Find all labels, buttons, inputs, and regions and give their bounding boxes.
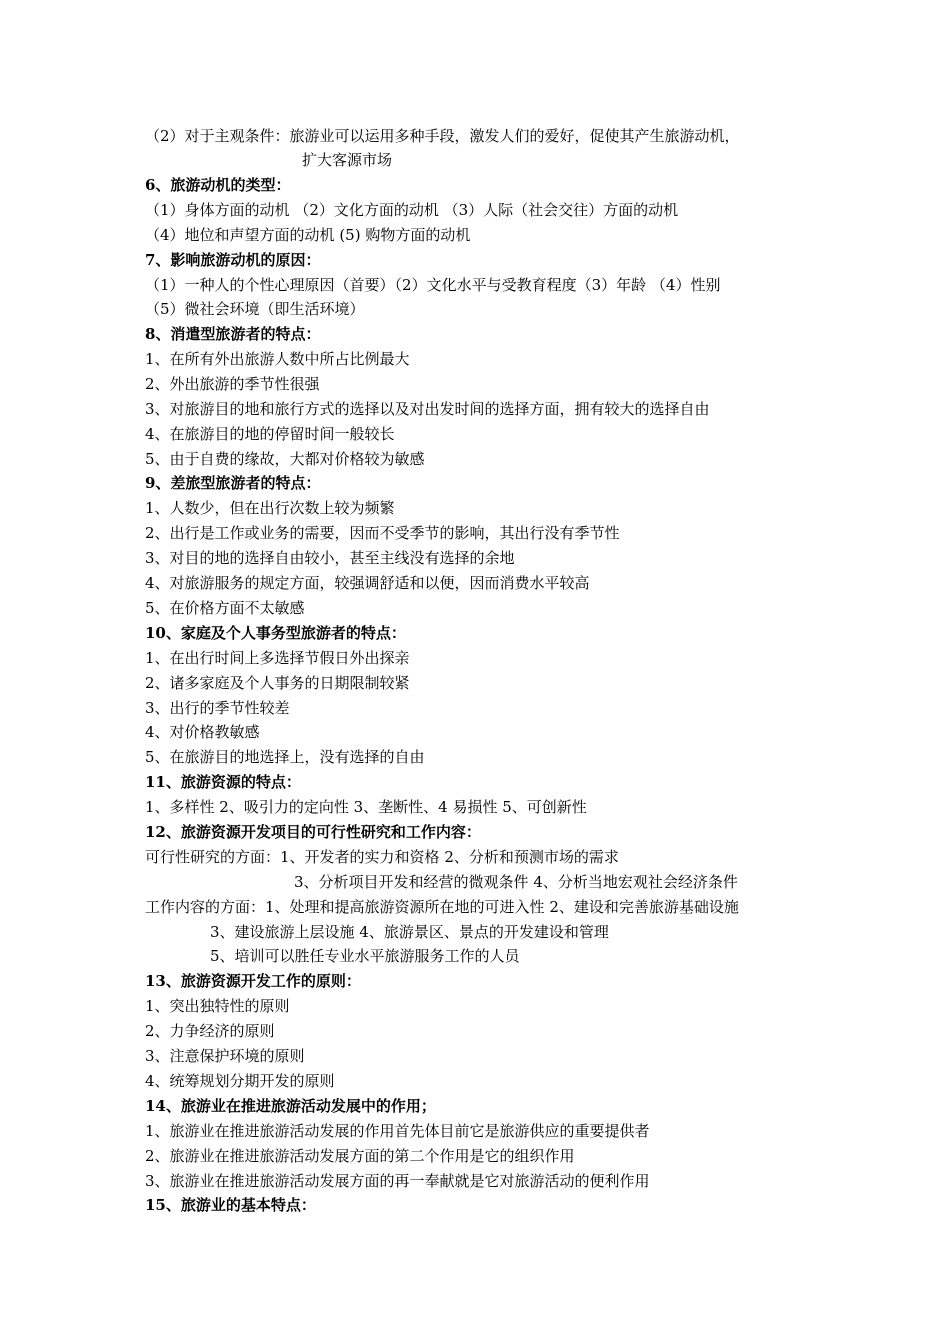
- list-item: 4、对旅游服务的规定方面，较强调舒适和以便，因而消费水平较高: [145, 574, 590, 592]
- list-item: 2、旅游业在推进旅游活动发展方面的第二个作用是它的组织作用: [145, 1147, 575, 1165]
- list-item: 1、在出行时间上多选择节假日外出探亲: [145, 649, 410, 667]
- list-item: 3、旅游业在推进旅游活动发展方面的再一奉献就是它对旅游活动的便利作用: [145, 1172, 650, 1190]
- section-heading: 14、旅游业在推进旅游活动发展中的作用；: [145, 1097, 436, 1115]
- list-item: 1、在所有外出旅游人数中所占比例最大: [145, 350, 410, 368]
- list-item: 1、人数少，但在出行次数上较为频繁: [145, 499, 395, 517]
- list-item: 3、对目的地的选择自由较小，甚至主线没有选择的余地: [145, 549, 515, 567]
- list-item: 1、突出独特性的原则: [145, 997, 290, 1015]
- list-item: 2、出行是工作或业务的需要，因而不受季节的影响，其出行没有季节性: [145, 524, 620, 542]
- section-heading: 11、旅游资源的特点：: [145, 773, 301, 791]
- list-item: 2、外出旅游的季节性很强: [145, 375, 320, 393]
- section-heading: 13、旅游资源开发工作的原则：: [145, 972, 361, 990]
- list-item: 3、对旅游目的地和旅行方式的选择以及对出发时间的选择方面，拥有较大的选择自由: [145, 400, 710, 418]
- section-heading: 8、消遣型旅游者的特点：: [145, 325, 321, 343]
- list-item: 5、在旅游目的地选择上，没有选择的自由: [145, 748, 425, 766]
- text-line: （4）地位和声望方面的动机 (5) 购物方面的动机: [145, 226, 471, 244]
- section-heading: 6、旅游动机的类型：: [145, 176, 291, 194]
- list-item: 2、力争经济的原则: [145, 1022, 275, 1040]
- text-line: 可行性研究的方面：1、开发者的实力和资格 2、分析和预测市场的需求: [145, 848, 619, 866]
- text-line: 工作内容的方面：1、处理和提高旅游资源所在地的可进入性 2、建设和完善旅游基础设施: [145, 898, 739, 916]
- text-line: 扩大客源市场: [302, 151, 393, 169]
- text-line: （2）对于主观条件：旅游业可以运用多种手段，激发人们的爱好，促使其产生旅游动机，: [145, 127, 740, 145]
- section-heading: 10、家庭及个人事务型旅游者的特点：: [145, 624, 406, 642]
- section-heading: 9、差旅型旅游者的特点：: [145, 474, 321, 492]
- list-item: 3、注意保护环境的原则: [145, 1047, 305, 1065]
- text-line: 5、培训可以胜任专业水平旅游服务工作的人员: [210, 947, 520, 965]
- list-item: 1、旅游业在推进旅游活动发展的作用首先体目前它是旅游供应的重要提供者: [145, 1122, 650, 1140]
- section-heading: 12、旅游资源开发项目的可行性研究和工作内容：: [145, 823, 481, 841]
- list-item: 4、在旅游目的地的停留时间一般较长: [145, 425, 395, 443]
- text-line: （1）身体方面的动机 （2）文化方面的动机 （3）人际（社会交往）方面的动机: [145, 201, 679, 219]
- section-heading: 15、旅游业的基本特点：: [145, 1196, 316, 1214]
- section-heading: 7、影响旅游动机的原因：: [145, 251, 321, 269]
- text-line: 3、分析项目开发和经营的微观条件 4、分析当地宏观社会经济条件: [294, 873, 738, 891]
- list-item: 5、由于自费的缘故，大都对价格较为敏感: [145, 450, 425, 468]
- list-item: 5、在价格方面不太敏感: [145, 599, 305, 617]
- text-line: （1）一种人的个性心理原因（首要）（2）文化水平与受教育程度（3）年龄 （4）性别: [145, 276, 721, 294]
- text-line: 3、建设旅游上层设施 4、旅游景区、景点的开发建设和管理: [210, 923, 609, 941]
- list-item: 2、诸多家庭及个人事务的日期限制较紧: [145, 674, 410, 692]
- list-item: 3、出行的季节性较差: [145, 699, 290, 717]
- text-line: 1、多样性 2、吸引力的定向性 3、垄断性、4 易损性 5、可创新性: [145, 798, 587, 816]
- text-line: （5）微社会环境（即生活环境）: [145, 300, 365, 318]
- list-item: 4、统筹规划分期开发的原则: [145, 1072, 335, 1090]
- list-item: 4、对价格教敏感: [145, 723, 260, 741]
